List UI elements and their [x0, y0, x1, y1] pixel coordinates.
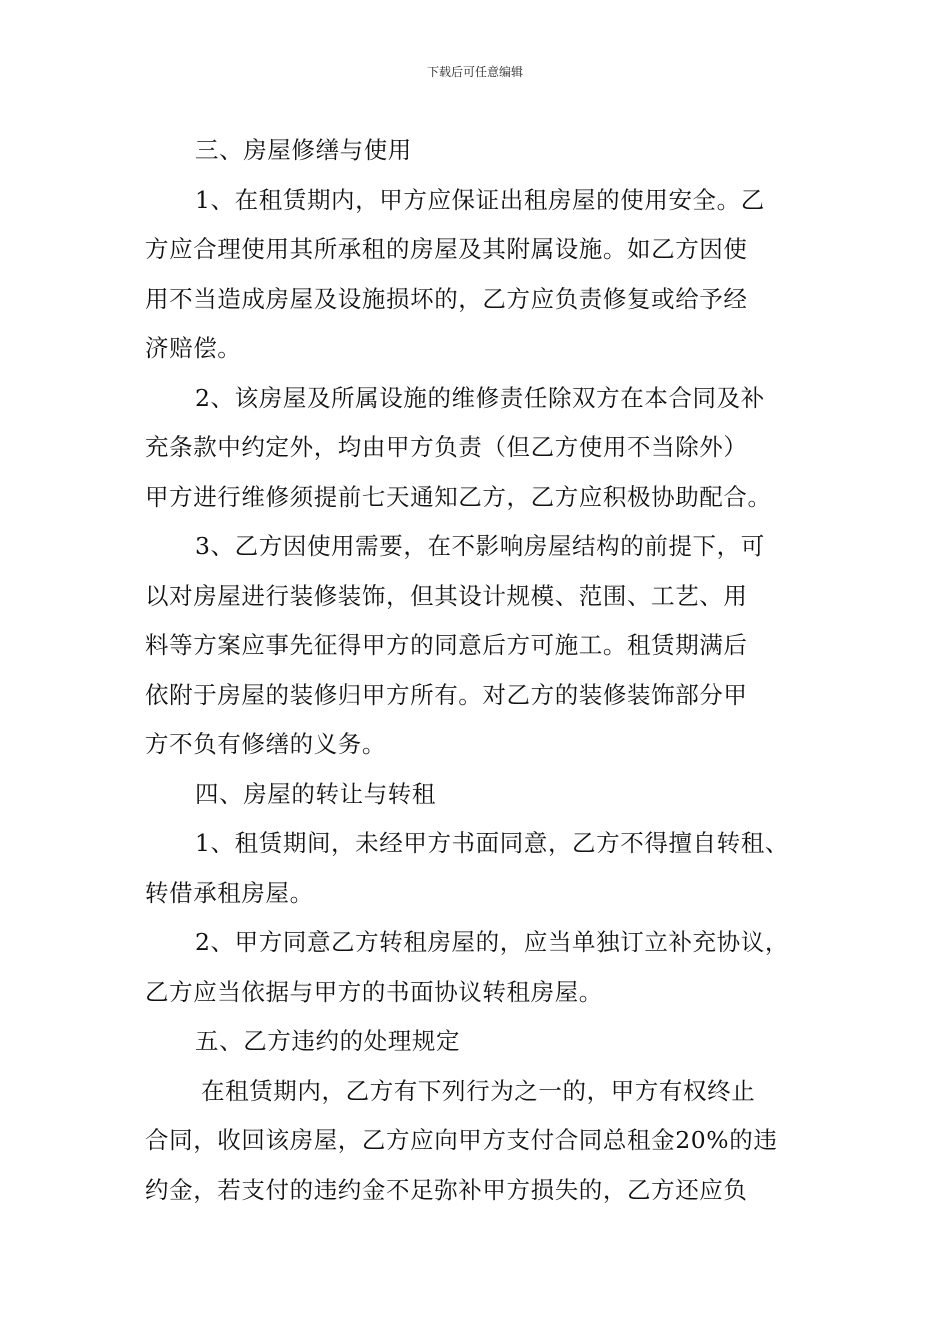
paragraph-line: 2、甲方同意乙方转租房屋的，应当单独订立补充协议，	[195, 928, 789, 956]
paragraph-line: 用不当造成房屋及设施损坏的，乙方应负责修复或给予经	[145, 284, 748, 313]
paragraph-line: 3、乙方因使用需要，在不影响房屋结构的前提下，可	[195, 532, 765, 560]
paragraph-line: 方不负有修缮的义务。	[145, 730, 386, 758]
paragraph-line: 充条款中约定外，均由甲方负责（但乙方使用不当除外）	[145, 433, 748, 461]
section-heading-5: 五、乙方违约的处理规定	[195, 1027, 461, 1055]
paragraph-line: 料等方案应事先征得甲方的同意后方可施工。租赁期满后	[145, 631, 748, 659]
paragraph-line: 甲方进行维修须提前七天通知乙方，乙方应积极协助配合。	[145, 482, 772, 511]
paragraph-line: 乙方应当依据与甲方的书面协议转租房屋。	[145, 977, 603, 1006]
paragraph-line: 济赔偿。	[145, 334, 242, 362]
document-body	[145, 126, 810, 1215]
paragraph-line: 1、租赁期间，未经甲方书面同意，乙方不得擅自转租、	[195, 829, 789, 857]
paragraph-line: 在租赁期内，乙方有下列行为之一的，甲方有权终止	[201, 1076, 756, 1105]
paragraph-line: 1、在租赁期内，甲方应保证出租房屋的使用安全。乙	[195, 185, 765, 214]
paragraph-line: 依附于房屋的装修归甲方所有。对乙方的装修装饰部分甲	[145, 680, 748, 709]
paragraph-line: 约金，若支付的违约金不足弥补甲方损失的，乙方还应负	[145, 1175, 748, 1204]
paragraph-line: 2、该房屋及所属设施的维修责任除双方在本合同及补	[195, 383, 765, 412]
paragraph-line: 方应合理使用其所承租的房屋及其附属设施。如乙方因使	[145, 235, 748, 263]
section-heading-3: 三、房屋修缮与使用	[195, 136, 412, 164]
paragraph-line: 转借承租房屋。	[145, 878, 314, 907]
page-header: 下载后可任意编辑	[426, 65, 523, 79]
paragraph-line: 以对房屋进行装修装饰，但其设计规模、范围、工艺、用	[145, 581, 748, 610]
section-heading-4: 四、房屋的转让与转租	[195, 779, 436, 808]
paragraph-line: 合同，收回该房屋，乙方应向甲方支付合同总租金20%的违	[145, 1126, 778, 1154]
